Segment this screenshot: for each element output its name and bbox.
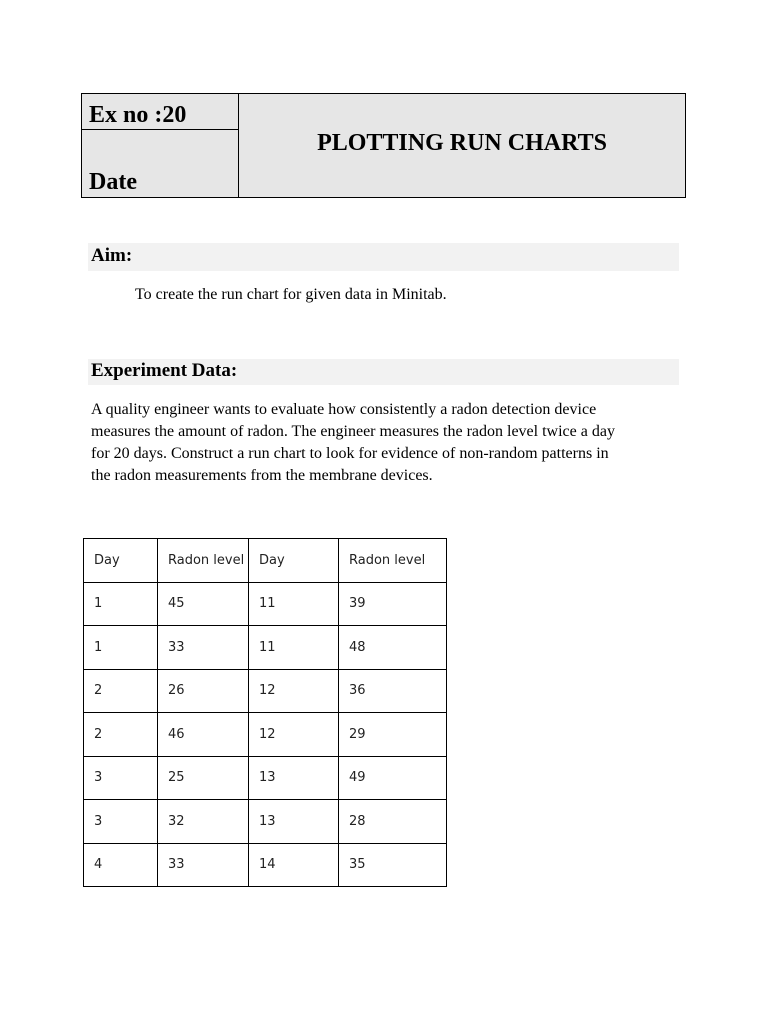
table-cell: 49	[339, 756, 447, 800]
table-cell: 12	[249, 713, 339, 757]
table-cell: 3	[84, 800, 158, 844]
header-box	[81, 93, 686, 198]
aim-heading: Aim:	[88, 243, 679, 271]
experiment-description	[91, 399, 691, 487]
header-left-column	[82, 94, 239, 197]
table-cell: 33	[158, 626, 249, 670]
table-cell: 1	[84, 582, 158, 626]
experiment-line: the radon measurements from the membrane devices.	[91, 467, 433, 484]
page-title: PLOTTING RUN CHARTS	[317, 130, 607, 156]
table-cell: 35	[339, 843, 447, 887]
table-cell: 32	[158, 800, 249, 844]
radon-data-table	[83, 538, 447, 887]
header-cell-day: Day	[84, 539, 158, 583]
table-cell: 26	[158, 669, 249, 713]
table-cell: 11	[249, 582, 339, 626]
experiment-line: for 20 days. Construct a run chart to look for evidence of non-random patterns in	[91, 445, 609, 462]
exercise-number: Ex no :20	[82, 94, 238, 130]
table-cell: 2	[84, 713, 158, 757]
table-cell: 14	[249, 843, 339, 887]
table-row	[84, 582, 447, 626]
experiment-line: A quality engineer wants to evaluate how consistently a radon detection device	[91, 401, 597, 418]
table-cell: 28	[339, 800, 447, 844]
table-cell: 4	[84, 843, 158, 887]
header-cell-day: Day	[249, 539, 339, 583]
table-cell: 45	[158, 582, 249, 626]
table-cell: 13	[249, 800, 339, 844]
table-cell: 33	[158, 843, 249, 887]
table-cell: 12	[249, 669, 339, 713]
date-label: Date	[89, 169, 137, 195]
experiment-heading: Experiment Data:	[88, 359, 679, 385]
table-cell: 36	[339, 669, 447, 713]
table-cell: 13	[249, 756, 339, 800]
table-row	[84, 626, 447, 670]
table-cell: 39	[339, 582, 447, 626]
table-cell: 29	[339, 713, 447, 757]
table-row	[84, 669, 447, 713]
table-row	[84, 756, 447, 800]
table-cell: 1	[84, 626, 158, 670]
table-cell: 3	[84, 756, 158, 800]
table-cell: 48	[339, 626, 447, 670]
aim-text: To create the run chart for given data in Minitab.	[135, 286, 447, 303]
header-cell-radon-level: Radon level	[158, 539, 249, 583]
table-row	[84, 843, 447, 887]
table-cell: 25	[158, 756, 249, 800]
table-header-row	[84, 539, 447, 583]
table-row	[84, 713, 447, 757]
table-cell: 46	[158, 713, 249, 757]
table-row	[84, 800, 447, 844]
experiment-line: measures the amount of radon. The engineer measures the radon level twice a day	[91, 423, 615, 440]
table-cell: 11	[249, 626, 339, 670]
table-body	[84, 539, 447, 887]
header-cell-radon-level: Radon level	[339, 539, 447, 583]
table-cell: 2	[84, 669, 158, 713]
